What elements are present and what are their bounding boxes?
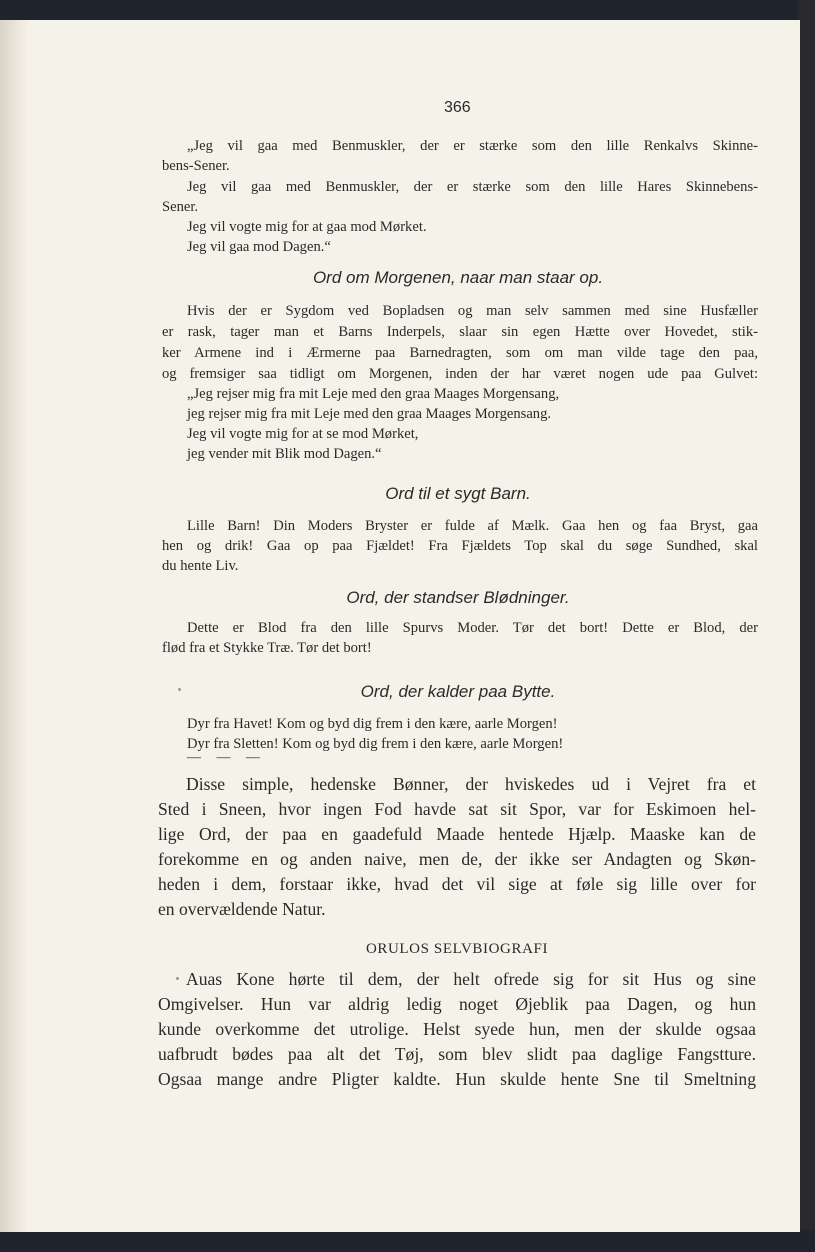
section-heading: Ord, der kalder paa Bytte. (360, 682, 556, 701)
text-line: jeg vender mit Blik mod Dagen.“ (187, 446, 382, 462)
text-line: bens-Sener. (162, 158, 230, 174)
text-line: er rask, tager man et Barns Inderpels, slaar sin egen Hætte over Hovedet, stik- (162, 324, 758, 340)
text-line: forekomme en og anden naive, men de, der ikke ser Andagten og Skøn- (158, 849, 756, 869)
separator-dashes: — — — (187, 750, 266, 765)
text-line: Jeg vil vogte mig for at gaa mod Mørket. (187, 219, 427, 235)
text-line: Omgivelser. Hun var aldrig ledig noget Øjeblik paa Dagen, og hun (158, 994, 756, 1014)
text-line: Sted i Sneen, hvor ingen Fod havde sat sit Spor, var for Eskimoen hel- (158, 799, 756, 819)
book-page (0, 20, 800, 1232)
text-line: Sener. (162, 199, 199, 215)
text-line: Dette er Blod fra den lille Spurvs Moder. Tør det bort! Dette er Blod, der (187, 620, 758, 636)
text-line: Ogsaa mange andre Pligter kaldte. Hun skulde hente Sne til Smeltning (158, 1069, 756, 1089)
section-heading: Ord, der standser Blødninger. (346, 588, 570, 607)
text-line: Disse simple, hedenske Bønner, der hviskedes ud i Vejret fra et (186, 774, 756, 794)
speck (178, 688, 181, 691)
text-line: Jeg vil vogte mig for at se mod Mørket, (187, 426, 419, 442)
scan-border-bottom (0, 1230, 815, 1252)
text-line: flød fra et Stykke Træ. Tør det bort! (162, 640, 372, 656)
text-line: jeg rejser mig fra mit Leje med den graa Maages Morgensang. (187, 406, 552, 422)
text-line: Auas Kone hørte til dem, der helt ofrede sig for sit Hus og sine (186, 969, 756, 989)
text-line: Jeg vil gaa med Benmuskler, der er stærke som den lille Hares Skinnebens- (187, 179, 758, 195)
page-gutter-shadow (0, 20, 28, 1232)
chapter-title: ORULOS SELVBIOGRAFI (365, 941, 549, 957)
text-line: Lille Barn! Din Moders Bryster er fulde af Mælk. Gaa hen og faa Bryst, gaa (187, 518, 758, 534)
speck (176, 977, 179, 980)
text-line: og fremsiger saa tidligt om Morgenen, inden der har været nogen ude paa Gulvet: (162, 366, 758, 382)
scan-border-top (0, 0, 815, 22)
text-line: en overvældende Natur. (158, 899, 326, 919)
text-line: Dyr fra Sletten! Kom og byd dig frem i den kære, aarle Morgen! (187, 736, 564, 752)
text-line: Jeg vil gaa mod Dagen.“ (187, 239, 331, 255)
scan-border-right (798, 0, 815, 1252)
text-line: uafbrudt bødes paa alt det Tøj, som blev slidt paa daglige Fangstture. (158, 1044, 756, 1064)
text-line: Hvis der er Sygdom ved Bopladsen og man selv sammen med sine Husfæller (187, 303, 758, 319)
page-number: 366 (444, 99, 471, 116)
text-line: „Jeg rejser mig fra mit Leje med den graa Maages Morgensang, (187, 386, 560, 402)
text-line: heden i dem, forstaar ikke, hvad det vil sige at føle sig lille over for (158, 874, 756, 894)
text-line: du hente Liv. (162, 558, 239, 574)
text-line: ker Armene ind i Ærmerne paa Barnedragten, som om man vilde tage den paa, (162, 345, 758, 361)
text-line: lige Ord, der paa en gaadefuld Maade hentede Hjælp. Maaske kan de (158, 824, 756, 844)
section-heading: Ord til et sygt Barn. (385, 484, 531, 503)
text-line: hen og drik! Gaa op paa Fjældet! Fra Fjældets Top skal du søge Sundhed, skal (162, 538, 758, 554)
text-line: kunde overkomme det utrolige. Helst syede hun, men der skulde ogsaa (158, 1019, 756, 1039)
text-line: Dyr fra Havet! Kom og byd dig frem i den kære, aarle Morgen! (187, 716, 558, 732)
text-line: „Jeg vil gaa med Benmuskler, der er stærke som den lille Renkalvs Skinne- (187, 138, 758, 154)
section-heading: Ord om Morgenen, naar man staar op. (312, 268, 604, 287)
